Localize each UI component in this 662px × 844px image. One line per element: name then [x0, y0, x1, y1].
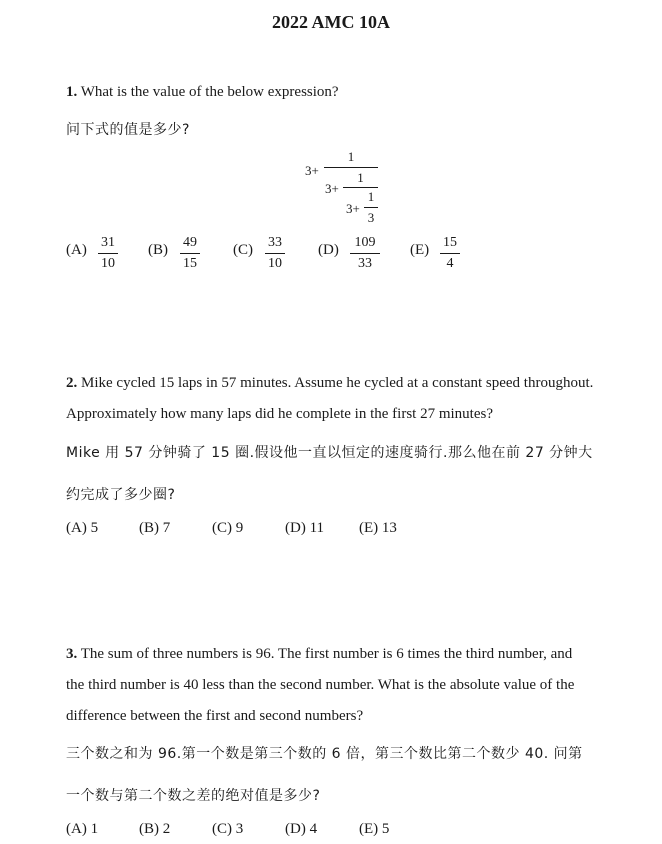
- fraction-bar: [440, 253, 460, 254]
- expr-outer-left: 3+: [305, 163, 319, 178]
- fraction-bar: [265, 253, 285, 254]
- question-1-text-zh: 问下式的值是多少?: [66, 122, 190, 138]
- option-fraction: [440, 234, 460, 273]
- question-3-option-a: (A) 1: [66, 821, 99, 837]
- expr-inner-fraction-bar: [364, 207, 378, 208]
- question-2-prompt: Mike cycled 15 laps in 57 minutes. Assume he cycled at a constant speed throughout.: [77, 375, 594, 391]
- question-2-option-e: (E) 13: [359, 520, 397, 536]
- option-label: (B): [148, 242, 168, 258]
- expr-outer-numerator: 1: [347, 149, 355, 164]
- question-1-prompt: What is the value of the below expression?: [77, 84, 339, 100]
- fraction-numerator: 15: [443, 235, 457, 250]
- option-fraction: [180, 234, 200, 273]
- option-fraction: [265, 234, 285, 273]
- fraction-numerator: 31: [101, 235, 115, 250]
- question-3-text-zh-line-2: 一个数与第二个数之差的绝对值是多少?: [66, 788, 321, 804]
- fraction-bar: [180, 253, 200, 254]
- fraction-denominator: 33: [358, 256, 372, 271]
- question-1-option-b: [148, 234, 208, 278]
- fraction-bar: [350, 253, 380, 254]
- page-title: 2022 AMC 10A: [272, 12, 390, 32]
- expr-mid-numerator: 1: [357, 170, 364, 185]
- question-2-text-zh-line-2: 约完成了多少圈?: [66, 487, 176, 503]
- question-2-options: [0, 520, 662, 542]
- question-3-option-e: (E) 5: [359, 821, 390, 837]
- fraction-numerator: 109: [354, 235, 376, 250]
- question-3-text-zh-line-1: 三个数之和为 96.第一个数是第三个数的 6 倍，第三个数比第二个数少 40. 问第: [66, 746, 583, 762]
- question-2-option-d: (D) 11: [285, 520, 325, 536]
- question-2-option-a: (A) 5: [66, 520, 99, 536]
- fraction-numerator: 33: [268, 235, 282, 250]
- fraction-numerator: 49: [183, 235, 197, 250]
- option-fraction: [98, 234, 118, 273]
- fraction-denominator: 10: [101, 256, 115, 271]
- fraction-bar: [98, 253, 118, 254]
- expr-inner-numerator: 1: [367, 189, 375, 204]
- question-2-option-b: (B) 7: [139, 520, 171, 536]
- continued-fraction-expression: [0, 0, 662, 240]
- question-3-option-b: (B) 2: [139, 821, 171, 837]
- question-1-option-d: [318, 234, 398, 278]
- question-1-option-c: [233, 234, 293, 278]
- fraction-denominator: 10: [268, 256, 282, 271]
- expr-mid-fraction-bar: [343, 187, 378, 188]
- question-3-option-c: (C) 3: [212, 821, 244, 837]
- question-3-text-line-3: difference between the first and second numbers?: [66, 708, 364, 724]
- question-3-text-line-1: [66, 646, 572, 663]
- expr-mid-left: 3+: [325, 181, 339, 196]
- question-2-option-c: (C) 9: [212, 520, 244, 536]
- question-3-number: 3.: [66, 646, 78, 662]
- expr-inner-denominator: 3: [367, 210, 375, 225]
- question-2-number: 2.: [66, 375, 78, 391]
- question-1-number: 1.: [66, 84, 78, 100]
- option-label: (C): [233, 242, 253, 258]
- question-1-option-e: [410, 234, 470, 278]
- fraction-denominator: 15: [183, 256, 197, 271]
- question-3-option-d: (D) 4: [285, 821, 318, 837]
- option-label: (E): [410, 242, 430, 258]
- question-2-text-line-1: [66, 375, 593, 392]
- question-2-text-zh-line-1: Mike 用 57 分钟骑了 15 圈.假设他一直以恒定的速度骑行.那么他在前 27 分钟大: [66, 445, 593, 461]
- expr-outer-fraction-bar: [324, 167, 378, 168]
- question-2-text-line-2: Approximately how many laps did he complete in the first 27 minutes?: [66, 406, 493, 422]
- option-label: (D): [318, 242, 339, 258]
- option-label: (A): [66, 242, 87, 258]
- question-3-options: [0, 821, 662, 843]
- question-1-option-a: [66, 234, 126, 278]
- question-3-text-line-2: the third number is 40 less than the second number. What is the absolute value of the: [66, 677, 575, 693]
- expr-inner-left: 3+: [346, 201, 360, 216]
- question-3-prompt: The sum of three numbers is 96. The first number is 6 times the third number, and: [77, 646, 573, 662]
- option-fraction: [350, 234, 380, 273]
- fraction-denominator: 4: [446, 256, 454, 271]
